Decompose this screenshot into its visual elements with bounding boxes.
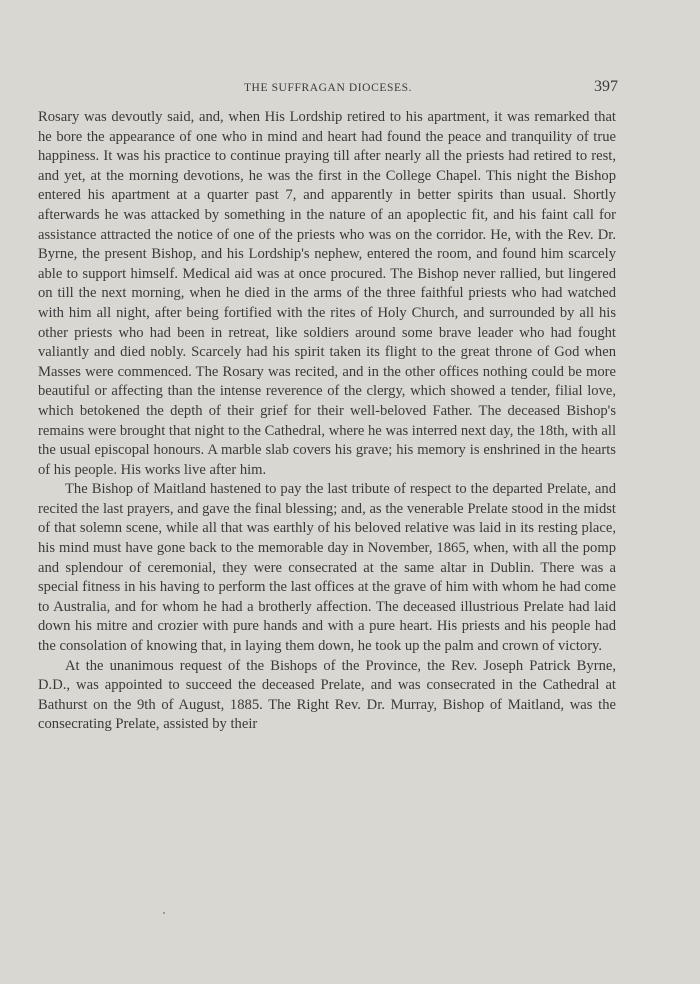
page-number: 397 xyxy=(594,78,618,95)
ink-speck xyxy=(163,912,165,914)
body-text xyxy=(38,108,616,735)
paragraph-1: Rosary was devoutly said, and, when His Lordship retired to his apartment, it was remarked that he bore the appearance of one who in mind and heart had found the peace and tranquility of true happiness. It was his practice to continue praying till after nearly all the priests had retired to rest, and yet, at the morning devotions, he was the first in the College Chapel. This night the Bishop entered his apartment at a quarter past 7, and apparently in better spirits than usual. Shortly afterwards he was attacked by something in the nature of an apoplectic fit, and his faint call for assistance attracted the notice of one of the priests who was on the corridor. He, with the Rev. Dr. Byrne, the present Bishop, and his Lordship's nephew, entered the room, and found him scarcely able to support himself. Medical aid was at once procured. The Bishop never rallied, but lingered on till the next morning, when he died in the arms of the three faithful priests who had watched with him all night, after being fortified with the rites of Holy Church, and surrounded by all his other priests who had been in retreat, like soldiers around some brave leader who had fought valiantly and died nobly. Scarcely had his spirit taken its flight to the great throne of God when Masses were commenced. The Rosary was recited, and in the other offices nothing could be more beautiful or affecting than the intense reverence of the clergy, which showed a tender, filial love, which betokened the depth of their grief for their well-beloved Father. The deceased Bishop's remains were brought that night to the Cathedral, where he was interred next day, the 18th, with all the usual episcopal honours. A marble slab covers his grave; his memory is enshrined in the hearts of his people. His works live after him. xyxy=(38,109,616,478)
paragraph-3: At the unanimous request of the Bishops of the Province, the Rev. Joseph Patrick Byrne, D.D., was appointed to succeed the deceased Prelate, and was consecrated in the Cathedral at Bathurst on the 9th of August, 1885. The Right Rev. Dr. Murray, Bishop of Maitland, was the consecrating Prelate, assisted by their xyxy=(38,657,616,733)
paragraph-2: The Bishop of Maitland hastened to pay the last tribute of respect to the departed Prelate, and recited the last prayers, and gave the final blessing; and, as the venerable Prelate stood in the midst of that solemn scene, while all that was earthly of his beloved relative was laid in its resting place, his mind must have gone back to the memorable day in November, 1865, when, with all the pomp and splendour of ceremonial, they were consecrated at the same altar in Dublin. There was a special fitness in his having to perform the last offices at the grave of him with whom he had come to Australia, and for whom he had a brotherly affection. The deceased illustrious Prelate had laid down his mitre and crozier with pure hands and with a pure heart. His priests and his people had the consolation of knowing that, in laying them down, he took up the palm and crown of victory. xyxy=(38,481,616,655)
page-header xyxy=(38,78,618,98)
running-title: THE SUFFRAGAN DIOCESES. xyxy=(243,82,413,94)
